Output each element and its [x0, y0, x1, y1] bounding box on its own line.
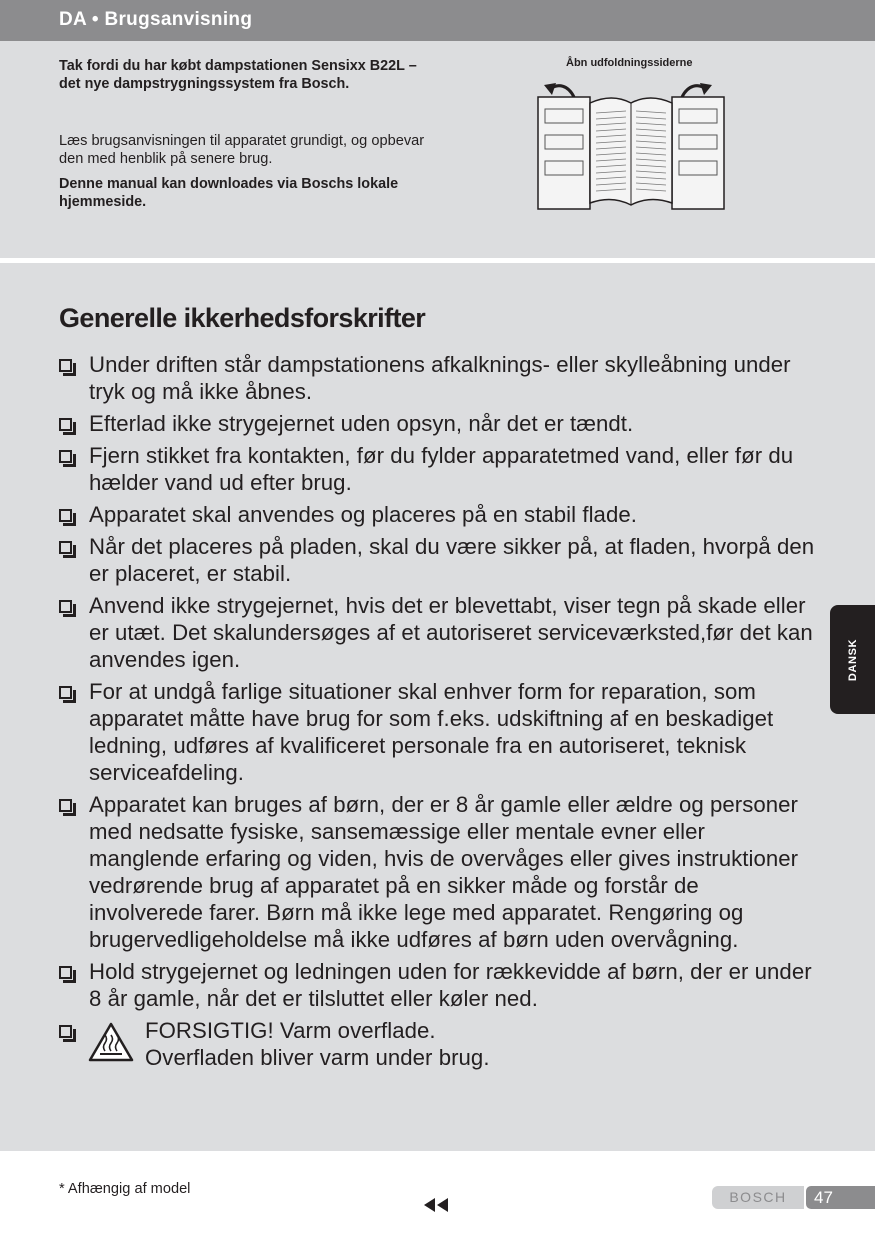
caution-line-2: Overfladen bliver varm under brug.: [145, 1045, 490, 1070]
previous-page-arrows-icon[interactable]: [424, 1198, 450, 1212]
safety-list: [59, 351, 819, 1076]
list-item: [59, 958, 819, 1012]
brand-label: BOSCH: [712, 1186, 804, 1209]
intro-panel: [0, 41, 875, 258]
list-item: [59, 592, 819, 673]
header-bar: [0, 0, 875, 41]
intro-download-text: Denne manual kan downloades via Boschs lokale hjemmeside.: [59, 176, 399, 210]
list-item: [59, 442, 819, 496]
list-item: [59, 501, 819, 528]
list-item: [59, 410, 819, 437]
checkbox-bullet-icon: [59, 450, 72, 463]
checkbox-bullet-icon: [59, 509, 72, 522]
hot-surface-warning-icon: [87, 1021, 135, 1063]
list-item-text: Hold strygejernet og ledningen uden for rækkevidde af børn, der er under 8 år gamle, når det er tilsluttet eller køler ned.: [89, 959, 812, 1011]
checkbox-bullet-icon: [59, 799, 72, 812]
list-item-text: Under driften står dampstationens afkalknings- eller skylleåbning under tryk og må ikke åbnes.: [89, 352, 791, 404]
checkbox-bullet-icon: [59, 359, 72, 372]
list-item: [59, 351, 819, 405]
language-tab: [830, 605, 875, 714]
checkbox-bullet-icon: [59, 966, 72, 979]
checkbox-bullet-icon: [59, 541, 72, 554]
page-number: 47: [806, 1186, 875, 1209]
safety-section: [0, 263, 875, 1151]
list-item: [59, 533, 819, 587]
checkbox-bullet-icon: [59, 418, 72, 431]
list-item: [59, 791, 819, 953]
intro-thanks-text: Tak fordi du har købt dampstationen Sensixx B22L – det nye dampstrygningssystem fra Bosch.: [59, 58, 417, 92]
list-item-text: Apparatet kan bruges af børn, der er 8 år gamle eller ældre og personer med nedsatte fysiske, sansemæssige eller mentale evner eller manglende erfaring og viden, hvis de overvåges eller gives instruktioner vedrørende brug af apparatet på en sikker måde og forstår de involverede farer. Børn må ikke lege med apparatet. Rengøring og brugervedligeholdelse må ikke udføres af børn uden overvågning.: [89, 792, 799, 952]
language-tab-label: DANSK: [846, 638, 859, 681]
checkbox-bullet-icon: [59, 1025, 72, 1038]
list-item-text: For at undgå farlige situationer skal enhver form for reparation, som apparatet måtte have brug for som f.eks. udskiftning af en beskadiget ledning, udføres af kvalificeret personale fra en autoriseret, teknisk serviceafdeling.: [89, 679, 774, 785]
footnote: * Afhængig af model: [59, 1181, 191, 1197]
header-title: DA • Brugsanvisning: [59, 9, 253, 30]
checkbox-bullet-icon: [59, 686, 72, 699]
list-item-text: Apparatet skal anvendes og placeres på en stabil flade.: [89, 502, 637, 527]
list-item-text: Fjern stikket fra kontakten, før du fylder apparatetmed vand, eller før du hælder vand ud efter brug.: [89, 443, 794, 495]
list-item-text: Når det placeres på pladen, skal du være sikker på, at fladen, hvorpå den er placeret, er stabil.: [89, 534, 815, 586]
caution-line-1: FORSIGTIG! Varm overflade.: [145, 1018, 436, 1043]
fold-out-caption: Åbn udfoldningssiderne: [566, 57, 693, 69]
fold-out-pages-icon: [532, 77, 730, 213]
list-item-text: Efterlad ikke strygejernet uden opsyn, når det er tændt.: [89, 411, 634, 436]
checkbox-bullet-icon: [59, 600, 72, 613]
list-item: [59, 678, 819, 786]
caution-item: [59, 1017, 819, 1071]
section-title: Generelle ikkerhedsforskrifter: [59, 303, 426, 333]
list-item-text: Anvend ikke strygejernet, hvis det er blevettabt, viser tegn på skade eller er utæt. Det skalundersøges af et autoriseret serviceværksted,før det kan anvendes igen.: [89, 593, 813, 672]
intro-read-text: Læs brugsanvisningen til apparatet grundigt, og opbevar den med henblik på senere brug.: [59, 133, 425, 167]
